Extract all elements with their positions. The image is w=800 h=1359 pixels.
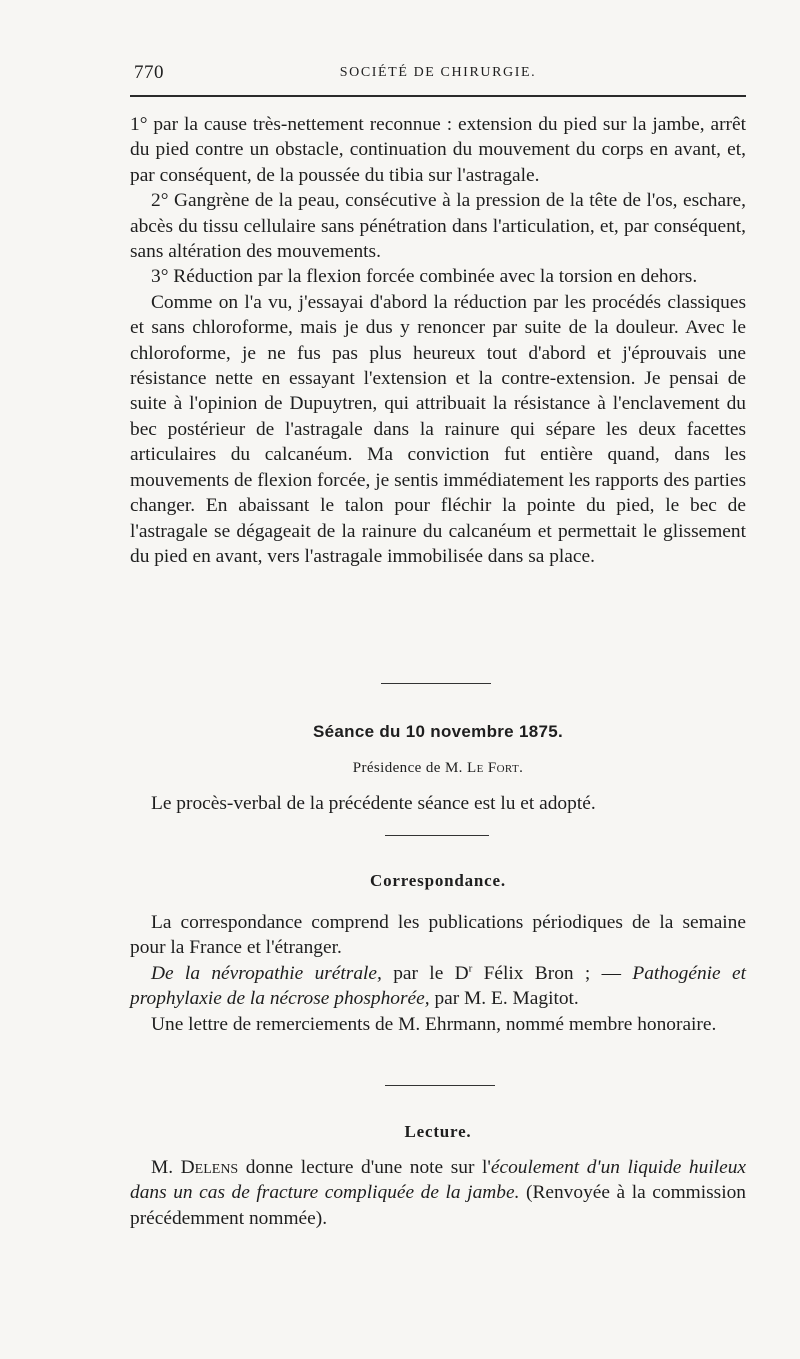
reference-title-2: Pathogénie et prophylaxie de la nécrose phosphorée, xyxy=(130,962,746,1010)
separator-rule xyxy=(381,683,491,684)
paragraph-point-2: 2° Gangrène de la peau, consécutive à la pression de la tête de l'os, eschare, abcès du tissu cellulaire sans pénétration dans l'articulation, et, par conséquent, sans altération des mouvements. xyxy=(130,190,746,263)
correspondance-block xyxy=(130,910,746,1037)
correspondance-paragraph: La correspondance comprend les publications périodiques de la semaine pour la France et l'étranger. xyxy=(130,912,746,959)
running-head xyxy=(130,62,746,92)
reference-author-2: par M. E. Magitot. xyxy=(429,988,579,1010)
reference-sup: r xyxy=(468,962,473,975)
separator-rule xyxy=(385,835,489,836)
separator-rule xyxy=(385,1085,495,1086)
session-title: Séance du 10 novembre 1875. xyxy=(312,722,563,741)
lecture-paragraph xyxy=(130,1155,746,1231)
lecturer-name: Delens xyxy=(180,1157,239,1178)
minutes-paragraph: Le procès-verbal de la précédente séance est lu et adopté. xyxy=(151,793,596,814)
header-rule xyxy=(130,95,746,97)
section-heading-lecture: Lecture. xyxy=(404,1122,472,1141)
presidence-line xyxy=(130,760,746,777)
paragraph-discussion: Comme on l'a vu, j'essayai d'abord la réduction par les procédés classiques et sans chloroforme, mais je dus y renoncer par suite de la douleur. Avec le chloroforme, je ne fus pas plus heureux tout d'abord et j'éprouvais une résistance nette en essayant l'extension et la contre-extension. Je pensai de suite à l'opinion de Dupuytren, qui attribuait la résistance à l'enclavement du bec postérieur de l'astragale dans la rainure qui sépare les deux facettes articulaires du calcanéum. Ma conviction fut entière quand, dans les mouvements de flexion forcée, je sentis immédiatement les rapports des parties changer. En abaissant le talon pour fléchir la pointe du pied, le bec de l'astragale se dégageait de la rainure du calcanéum et permettait le glissement du pied en avant, vers l'astragale immobilisée dans sa place. xyxy=(130,291,746,567)
paragraph-point-1: 1° par la cause très-nettement reconnue : extension du pied sur la jambe, arrêt du pied contre un obstacle, continuation du mouvement du corps en avant, et, par conséquent, de la poussée du tibia sur l'astragale. xyxy=(130,114,746,186)
running-title: SOCIÉTÉ DE CHIRURGIE. xyxy=(339,65,537,80)
lecture-block xyxy=(130,1155,746,1231)
body-text-top xyxy=(130,112,746,569)
presidence-prefix: Présidence de M. xyxy=(352,760,467,776)
lecture-prefix: M. xyxy=(151,1157,181,1178)
reference-author-1: Félix Bron ; — xyxy=(472,962,633,984)
section-heading-correspondance: Correspondance. xyxy=(370,871,506,890)
minutes-block xyxy=(130,791,746,816)
correspondance-references xyxy=(130,961,746,1012)
lecture-note: (Renvoyée à la commission précédemment nommée). xyxy=(130,1182,746,1229)
page-number: 770 xyxy=(134,62,164,83)
letter-paragraph: Une lettre de remerciements de M. Ehrmann, nommé membre honoraire. xyxy=(151,1013,717,1035)
paragraph-point-3: 3° Réduction par la flexion forcée combinée avec la torsion en dehors. xyxy=(151,266,698,288)
reference-title-1: De la névropathie urétrale, xyxy=(151,962,382,984)
lecture-title: écoulement d'un liquide huileux dans un cas de fracture compliquée de la jambe. xyxy=(130,1157,747,1204)
reference-by: par le D xyxy=(381,962,469,984)
lecture-verb: donne lecture d'une note sur l' xyxy=(238,1157,491,1178)
president-name: Le Fort. xyxy=(467,760,524,776)
